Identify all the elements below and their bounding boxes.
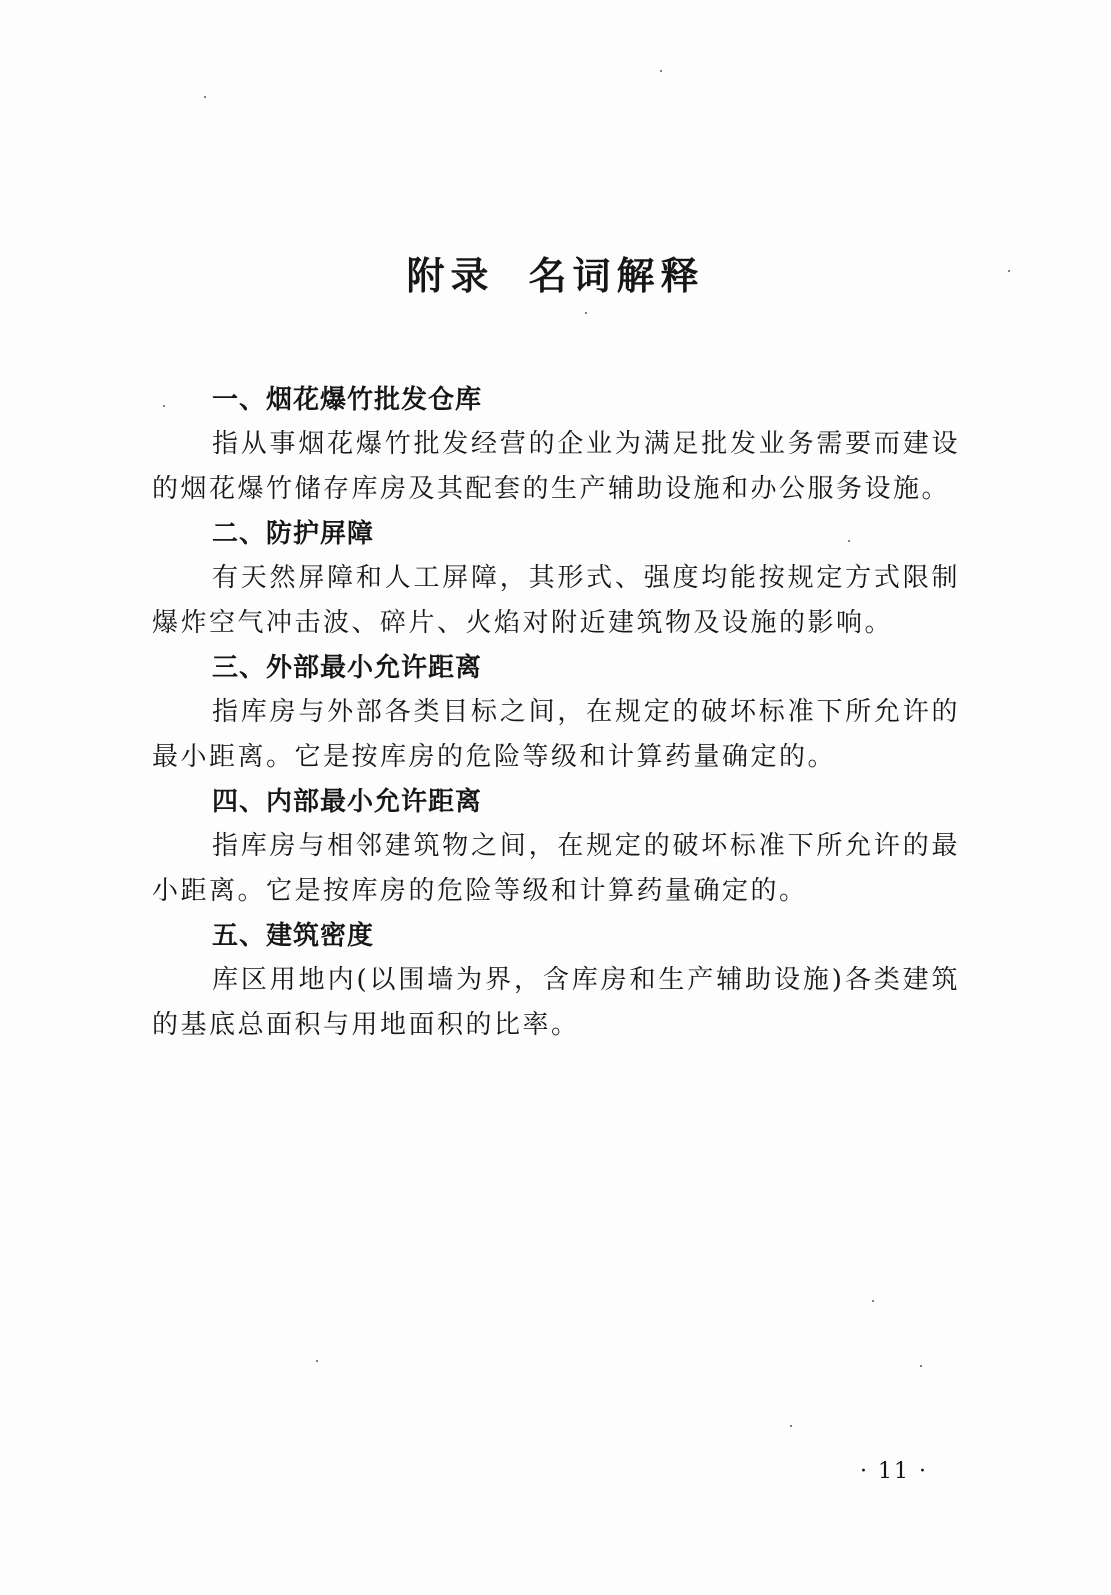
page-title (0, 248, 1111, 304)
entry-heading: 四、内部最小允许距离 (212, 787, 483, 817)
scan-speck (204, 96, 206, 98)
entry-definition: 指从事烟花爆竹批发经营的企业为满足批发业务需要而建设的烟花爆竹储存库房及其配套的生产辅助设施和办公服务设施。 (152, 429, 960, 504)
glossary-entry (152, 646, 960, 780)
entry-heading: 二、防护屏障 (212, 519, 375, 549)
title-appendix: 附录 (406, 254, 495, 298)
glossary-entry (152, 378, 960, 512)
entry-definition: 库区用地内(以围墙为界，含库房和生产辅助设施)各类建筑的基底总面积与用地面积的比率。 (152, 965, 960, 1040)
page-number: · 11 · (860, 1459, 928, 1484)
scan-speck (920, 1365, 922, 1367)
entry-heading: 一、烟花爆竹批发仓库 (212, 385, 483, 415)
glossary-entry (152, 780, 960, 914)
entry-definition: 指库房与相邻建筑物之间，在规定的破坏标准下所允许的最小距离。它是按库房的危险等级和计算药量确定的。 (152, 831, 960, 906)
scan-speck (790, 1425, 792, 1427)
scan-speck (872, 1300, 874, 1302)
glossary-entry (152, 512, 960, 646)
scan-speck (660, 70, 662, 72)
entry-heading: 五、建筑密度 (212, 921, 375, 951)
glossary-entry (152, 914, 960, 1048)
entry-heading: 三、外部最小允许距离 (212, 653, 483, 683)
entry-definition: 指库房与外部各类目标之间，在规定的破坏标准下所允许的最小距离。它是按库房的危险等级和计算药量确定的。 (152, 697, 960, 772)
scan-speck (316, 1360, 318, 1362)
scan-speck (585, 312, 587, 314)
glossary-content (152, 378, 960, 1048)
entry-definition: 有天然屏障和人工屏障，其形式、强度均能按规定方式限制爆炸空气冲击波、碎片、火焰对附近建筑物及设施的影响。 (152, 563, 960, 638)
title-glossary: 名词解释 (528, 254, 705, 298)
